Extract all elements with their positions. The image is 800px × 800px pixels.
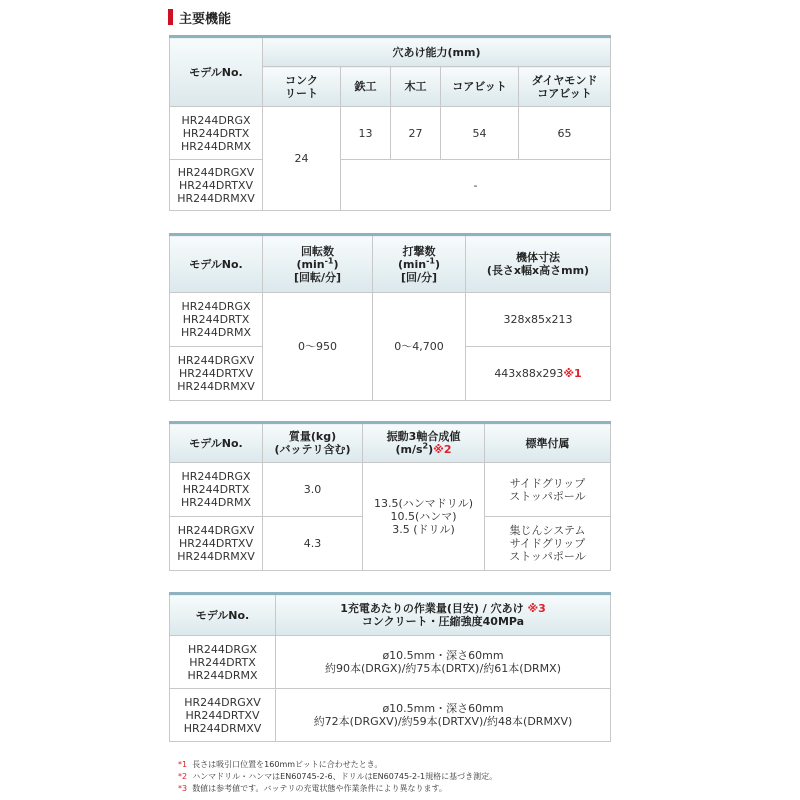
- red-accent-bar: [168, 9, 173, 25]
- corebit-header: コアビット: [441, 67, 519, 107]
- section-header: [168, 9, 231, 25]
- weight-vibration-table: [169, 421, 611, 571]
- bpm-value: 0～4,700: [373, 293, 466, 401]
- work-amount-value: ø10.5mm・深さ60mm 約72本(DRGXV)/約59本(DRTXV)/約48本(DRMXV): [276, 689, 611, 742]
- accessories-value: 集じんシステム サイドグリップ ストッパポール: [485, 517, 611, 571]
- steel-header: 鉄工: [341, 67, 391, 107]
- weight-header: 質量(kg) (バッテリ含む): [263, 423, 363, 463]
- model-cell: HR244DRGX HR244DRTX HR244DRMX: [170, 107, 263, 160]
- not-applicable-value: -: [341, 160, 611, 211]
- model-header: モデルNo.: [170, 37, 263, 107]
- steel-value: 13: [341, 107, 391, 160]
- weight-value: 4.3: [263, 517, 363, 571]
- footnote: *3 数値は参考値です。バッテリの充電状態や作業条件により異なります。: [178, 784, 447, 793]
- model-header: モデルNo.: [170, 235, 263, 293]
- vibration-value: 13.5(ハンマドリル) 10.5(ハンマ) 3.5 (ドリル): [363, 463, 485, 571]
- footnotes: [178, 759, 497, 795]
- dimension-value: 328x85x213: [466, 293, 611, 347]
- accessories-header: 標準付属: [485, 423, 611, 463]
- diamond-corebit-value: 65: [519, 107, 611, 160]
- weight-value: 3.0: [263, 463, 363, 517]
- bpm-header: 打撃数 $(\min^{-1})$ [回/分]: [373, 235, 466, 293]
- footnote: *1 長さは吸引口位置を160mmビットに合わせたとき。: [178, 760, 383, 769]
- note-mark: ※1: [563, 367, 582, 380]
- model-cell: HR244DRGX HR244DRTX HR244DRMX: [170, 463, 263, 517]
- rpm-header: 回転数 $(\min^{-1})$ [回転/分]: [263, 235, 373, 293]
- vibration-header: 振動3軸合成値 $(m/s^2)※2$: [363, 423, 485, 463]
- model-cell: HR244DRGXV HR244DRTXV HR244DRMXV: [170, 160, 263, 211]
- speed-dimension-table: [169, 233, 611, 401]
- dimension-header: 機体寸法 (長さx幅x高さmm): [466, 235, 611, 293]
- model-header: モデルNo.: [170, 423, 263, 463]
- diamond-corebit-header: ダイヤモンド コアビット: [519, 67, 611, 107]
- model-cell: HR244DRGXV HR244DRTXV HR244DRMXV: [170, 517, 263, 571]
- drilling-capacity-header: 穴あけ能力(mm): [263, 37, 611, 67]
- concrete-value: 24: [263, 107, 341, 211]
- wood-header: 木工: [391, 67, 441, 107]
- model-cell: HR244DRGX HR244DRTX HR244DRMX: [170, 293, 263, 347]
- dimension-value: 443x88x293※1: [466, 347, 611, 401]
- model-cell: HR244DRGX HR244DRTX HR244DRMX: [170, 636, 276, 689]
- model-cell: HR244DRGXV HR244DRTXV HR244DRMXV: [170, 689, 276, 742]
- work-amount-table: [169, 592, 611, 742]
- work-amount-value: ø10.5mm・深さ60mm 約90本(DRGX)/約75本(DRTX)/約61本(DRMX): [276, 636, 611, 689]
- model-cell: HR244DRGXV HR244DRTXV HR244DRMXV: [170, 347, 263, 401]
- accessories-value: サイドグリップ ストッパポール: [485, 463, 611, 517]
- corebit-value: 54: [441, 107, 519, 160]
- concrete-header: コンク リート: [263, 67, 341, 107]
- footnote: *2 ハンマドリル・ハンマはEN60745-2-6、ドリルはEN60745-2-1規格に基づき測定。: [178, 772, 498, 781]
- work-amount-header: 1充電あたりの作業量(目安) / 穴あけ ※3 コンクリート・圧縮強度40MPa: [276, 594, 611, 636]
- model-header: モデルNo.: [170, 594, 276, 636]
- wood-value: 27: [391, 107, 441, 160]
- rpm-value: 0～950: [263, 293, 373, 401]
- section-title: 主要機能: [179, 11, 232, 27]
- drilling-capacity-table: [169, 35, 611, 211]
